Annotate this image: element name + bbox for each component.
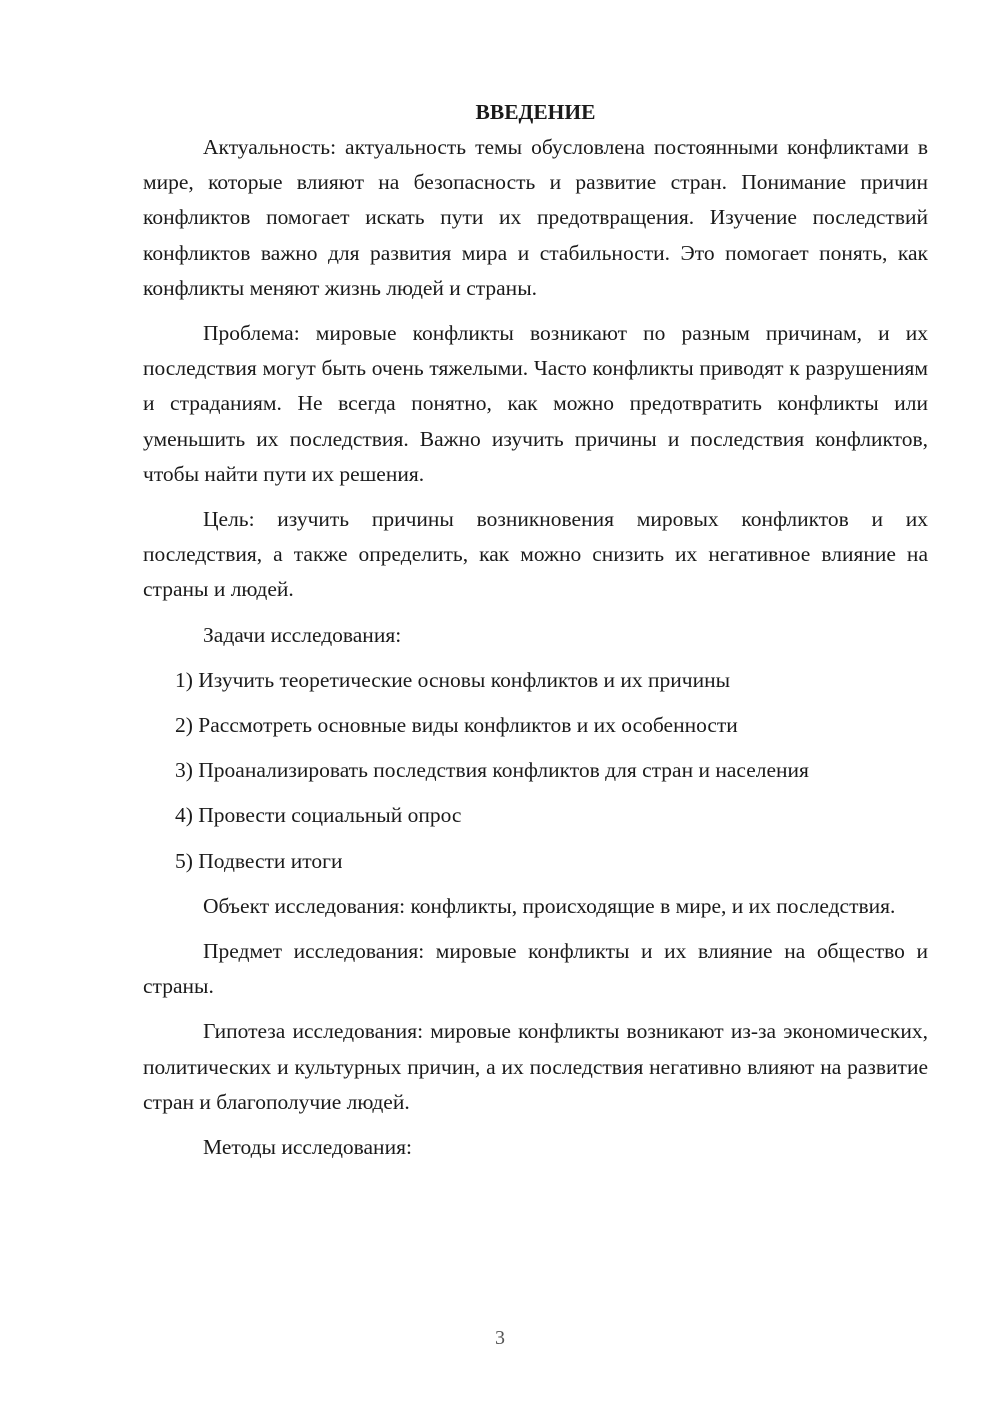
section-title: ВВЕДЕНИЕ xyxy=(475,100,596,124)
paragraph-relevance: Актуальность: актуальность темы обусловлена постоянными конфликтами в мире, которые влияют на безопасность и развитие стран. Понимание причин конфликтов помогает искать пути их предотвращения. Изучение последствий конфликтов важно для развития мира и стабильности. Это помогает понять, как конфликты меняют жизнь людей и страны. xyxy=(143,135,928,300)
paragraph-hypothesis: Гипотеза исследования: мировые конфликты возникают из-за экономических, политических и культурных причин, а их последствия негативно влияют на развитие стран и благополучие людей. xyxy=(143,1019,928,1114)
document-page xyxy=(143,95,928,1175)
tasks-list xyxy=(143,663,928,879)
list-item: 5) Подвести итоги xyxy=(175,848,343,873)
list-item: 1) Изучить теоретические основы конфликтов и их причины xyxy=(175,667,731,692)
paragraph-tasks-heading: Задачи исследования: xyxy=(203,622,402,647)
page-number: 3 xyxy=(495,1327,505,1349)
list-item: 2) Рассмотреть основные виды конфликтов и их особенности xyxy=(175,713,738,738)
paragraph-object: Объект исследования: конфликты, происходящие в мире, и их последствия. xyxy=(203,893,896,918)
list-item: 4) Провести социальный опрос xyxy=(175,803,462,828)
list-item: 3) Проанализировать последствия конфликтов для стран и населения xyxy=(175,758,809,783)
paragraph-subject: Предмет исследования: мировые конфликты и их влияние на общество и страны. xyxy=(143,939,928,999)
paragraph-methods: Методы исследования: xyxy=(203,1135,412,1160)
paragraph-goal: Цель: изучить причины возникновения мировых конфликтов и их последствия, а также определить, как можно снизить их негативное влияние на страны и людей. xyxy=(143,507,928,602)
paragraph-problem: Проблема: мировые конфликты возникают по разным причинам, и их последствия могут быть очень тяжелыми. Часто конфликты приводят к разрушениям и страданиям. Не всегда понятно, как можно предотвратить конфликты или уменьшить их последствия. Важно изучить причины и последствия конфликтов, чтобы найти пути их решения. xyxy=(143,321,928,486)
